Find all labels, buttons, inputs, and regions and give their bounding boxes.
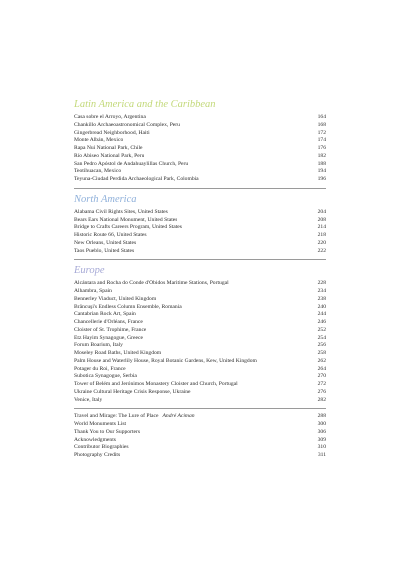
section-heading: Europe <box>74 265 105 277</box>
toc-section <box>74 188 326 256</box>
entry-page-number: 262 <box>317 357 326 364</box>
entry-title: Alcántara and Rocha do Conde d'Óbidos Maritime Stations, Portugal <box>74 280 229 287</box>
entry-title: Brâncuşi's Endless Column Ensemble, Romania <box>74 303 182 310</box>
entry-page-number: 188 <box>317 160 326 167</box>
entry-page-number: 208 <box>317 216 326 223</box>
entry-page-number: 258 <box>317 350 326 356</box>
entry-page-number: 264 <box>317 365 326 372</box>
entry-page-number: 220 <box>317 239 326 246</box>
toc-entry[interactable] <box>74 311 326 319</box>
entry-title-group <box>74 429 140 437</box>
section-heading: North America <box>74 193 137 205</box>
toc-entry[interactable] <box>74 358 326 366</box>
entry-page-number: 228 <box>317 280 326 287</box>
toc-entry[interactable] <box>74 288 326 296</box>
entry-page-number: 306 <box>317 428 326 435</box>
toc-entry[interactable] <box>74 176 326 184</box>
entry-title: Gingerbread Neighborhood, Haiti <box>74 129 150 136</box>
entry-page-number: 244 <box>317 311 326 318</box>
entry-title: Etz Hayim Synagogue, Greece <box>74 334 143 341</box>
entry-page-number: 276 <box>317 388 326 395</box>
entry-title: New Orleans, United States <box>74 239 137 246</box>
toc-entry[interactable] <box>74 327 326 335</box>
toc-entry[interactable] <box>74 280 326 288</box>
toc-entry[interactable] <box>74 137 326 145</box>
entry-title: Venice, Italy <box>74 396 103 403</box>
entry-page-number: 218 <box>317 232 326 238</box>
entry-title: Monte Albán, Mexico <box>74 137 124 144</box>
toc-section <box>74 259 326 404</box>
toc-entry[interactable] <box>74 413 326 421</box>
entry-page-number: 214 <box>317 224 326 231</box>
entry-title-group <box>74 444 129 452</box>
toc-entry[interactable] <box>74 429 326 437</box>
toc-entry[interactable] <box>74 342 326 350</box>
toc-entry[interactable] <box>74 122 326 130</box>
toc-entry[interactable] <box>74 240 326 248</box>
entry-title: Bears Ears National Monument, United States <box>74 216 178 223</box>
entry-page-number: 194 <box>317 168 326 175</box>
toc-entry[interactable] <box>74 373 326 381</box>
entry-title: Teotihuacan, Mexico <box>74 168 122 175</box>
entry-title: San Pedro Apóstol de Andahuaylillas Church, Peru <box>74 160 189 167</box>
toc-entry[interactable] <box>74 397 326 405</box>
toc-entry[interactable] <box>74 232 326 240</box>
entry-title: Alabama Civil Rights Sites, United States <box>74 208 168 215</box>
entry-title: Subotica Synagogue, Serbia <box>74 373 137 380</box>
entry-title: Bridge to Crafts Careers Program, United States <box>74 224 182 231</box>
toc-sections <box>74 98 326 404</box>
toc-entry[interactable] <box>74 335 326 343</box>
toc-entry[interactable] <box>74 224 326 232</box>
entry-title: Río Abiseo National Park, Peru <box>74 152 145 159</box>
entry-title: Taos Pueblo, United States <box>74 247 135 254</box>
entry-title: Teyuna-Ciudad Perdida Archaeological Park, Colombia <box>74 176 199 182</box>
toc-entry[interactable] <box>74 209 326 217</box>
entry-page-number: 168 <box>317 121 326 128</box>
entry-title: Bennerley Viaduct, United Kingdom <box>74 295 157 302</box>
entry-title: Cloister of St. Trophime, France <box>74 326 147 333</box>
toc-entry[interactable] <box>74 381 326 389</box>
entry-page-number: 310 <box>317 444 326 451</box>
toc-backmatter <box>74 413 326 460</box>
entry-page-number: 174 <box>317 137 326 144</box>
toc-entry[interactable] <box>74 304 326 312</box>
toc-entry[interactable] <box>74 130 326 138</box>
entry-title: World Monuments List <box>74 421 127 427</box>
toc-entry[interactable] <box>74 452 326 460</box>
entry-page-number: 256 <box>317 342 326 349</box>
entry-page-number: 222 <box>317 247 326 254</box>
entry-page-number: 238 <box>317 295 326 302</box>
toc-entry[interactable] <box>74 153 326 161</box>
entry-title: Moseley Road Baths, United Kingdom <box>74 350 162 356</box>
entry-page-number: 240 <box>317 303 326 310</box>
toc-entry[interactable] <box>74 389 326 397</box>
section-heading: Latin America and the Caribbean <box>74 99 216 110</box>
entry-page-number: 252 <box>317 326 326 333</box>
toc-entry[interactable] <box>74 350 326 358</box>
entry-page-number: 272 <box>317 381 326 387</box>
entry-page-number: 300 <box>317 421 326 427</box>
toc-entry[interactable] <box>74 421 326 429</box>
table-of-contents <box>74 98 326 460</box>
toc-entry[interactable] <box>74 296 326 304</box>
entry-title: Forum Boarium, Italy <box>74 342 123 349</box>
entry-page-number: 288 <box>317 413 326 420</box>
entry-title: Contributor Biographies <box>74 444 129 451</box>
entry-page-number: 254 <box>317 334 326 341</box>
toc-entry[interactable] <box>74 444 326 452</box>
toc-entry[interactable] <box>74 114 326 122</box>
entry-title: Historic Route 66, United States <box>74 232 147 238</box>
entry-title: Chankillo Archaeoastronomical Complex, Peru <box>74 121 180 128</box>
entry-title: Casa sobre el Arroyo, Argentina <box>74 114 146 120</box>
entry-title: Cantabrian Rock Art, Spain <box>74 311 136 318</box>
entry-page-number: 204 <box>317 208 326 215</box>
divider <box>74 408 326 409</box>
toc-entry[interactable] <box>74 319 326 327</box>
entry-title: Travel and Mirage: The Lure of Place <box>74 413 159 420</box>
entry-title-group <box>74 421 126 429</box>
divider <box>74 259 326 260</box>
entry-title: Chancellerie d'Orléans, France <box>74 319 143 325</box>
entry-title-group <box>74 413 195 421</box>
entry-page-number: 182 <box>317 152 326 159</box>
toc-entry[interactable] <box>74 437 326 445</box>
entry-page-number: 172 <box>317 129 326 136</box>
toc-entry[interactable] <box>74 248 326 256</box>
toc-entry[interactable] <box>74 168 326 176</box>
entry-page-number: 196 <box>317 176 326 182</box>
entry-title: Alhambra, Spain <box>74 288 112 294</box>
entry-title: Tower of Belém and Jerónimos Monastery Cloister and Church, Portugal <box>74 381 238 387</box>
entry-page-number: 164 <box>317 114 326 120</box>
toc-entry[interactable] <box>74 217 326 225</box>
entry-title: Potager du Roi, France <box>74 365 126 372</box>
entry-page-number: 311 <box>317 452 326 458</box>
entry-page-number: 234 <box>317 288 326 294</box>
divider <box>74 188 326 189</box>
toc-entry[interactable] <box>74 161 326 169</box>
toc-entry[interactable] <box>74 366 326 374</box>
entry-title: Photography Credits <box>74 452 121 458</box>
entry-title-group <box>74 437 116 445</box>
entry-author: André Aciman <box>162 413 195 420</box>
entry-title: Acknowledgments <box>74 436 116 443</box>
entry-title: Palm House and Waterlily House, Royal Botanic Gardens, Kew, United Kingdom <box>74 357 257 364</box>
toc-section <box>74 98 326 184</box>
entry-title: Ukraine Cultural Heritage Crisis Response, Ukraine <box>74 388 191 395</box>
entry-title-group <box>74 452 120 460</box>
entry-page-number: 246 <box>317 319 326 325</box>
entry-page-number: 282 <box>317 396 326 403</box>
entry-title: Thank You to Our Supporters <box>74 428 141 435</box>
toc-entry[interactable] <box>74 145 326 153</box>
entry-title: Rapa Nui National Park, Chile <box>74 145 143 151</box>
entry-page-number: 270 <box>317 373 326 380</box>
entry-page-number: 309 <box>317 436 326 443</box>
entry-page-number: 176 <box>317 145 326 151</box>
